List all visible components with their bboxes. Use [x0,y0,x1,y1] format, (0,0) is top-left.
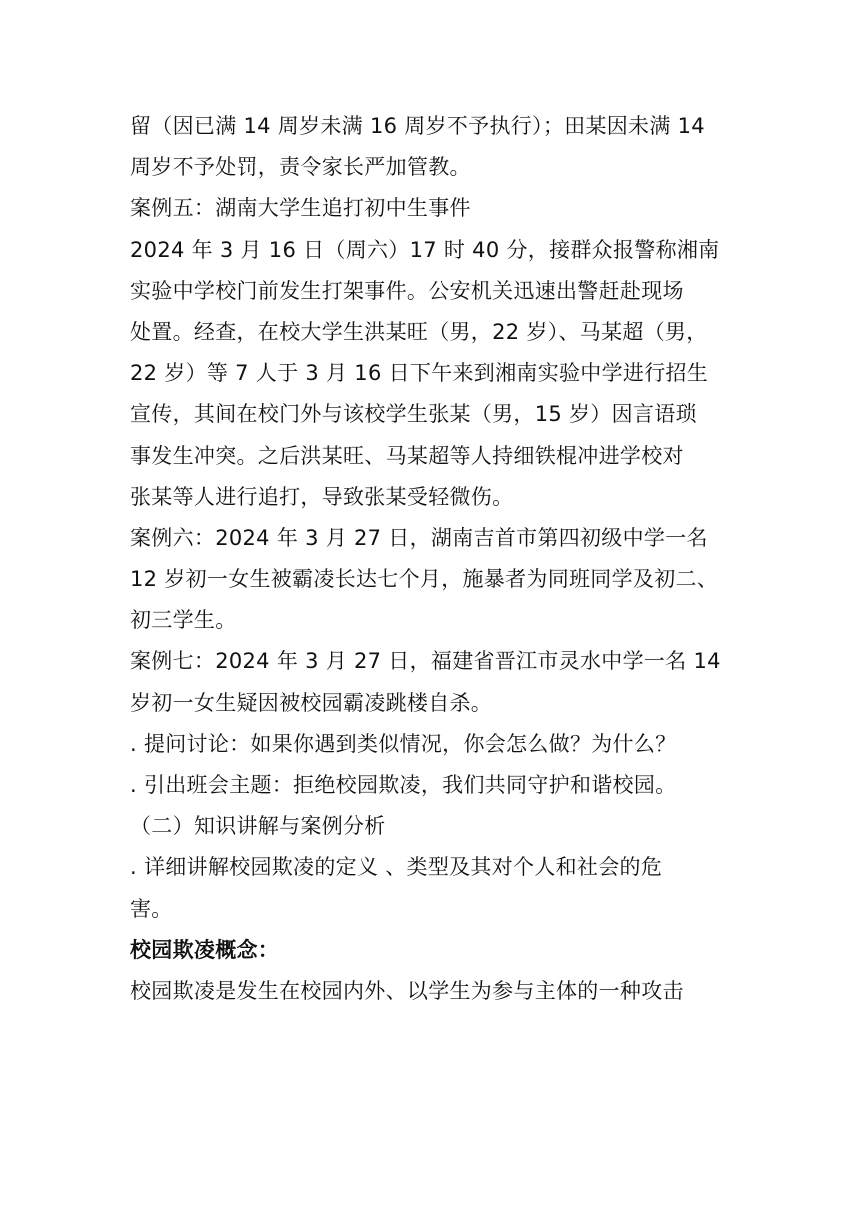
section-heading: 校园欺凌概念： [130,937,280,962]
text-line: 2024 年 3 月 16 日（周六）17 时 40 分，接群众报警称湘南 [130,237,720,262]
document-body [130,106,830,1012]
text-line: 校园欺凌是发生在校园内外、以学生为参与主体的一种攻击 [130,978,684,1003]
text-line: 宣传，其间在校门外与该校学生张某（男，15 岁）因言语琐 [130,402,697,427]
text-line: 案例六：2024 年 3 月 27 日，湖南吉首市第四初级中学一名 [130,525,708,550]
text-line: 留（因已满 14 周岁未满 16 周岁不予执行）；田某因未满 14 [130,114,705,138]
text-line: 实验中学校门前发生打架事件。公安机关迅速出警赶赴现场 [130,278,684,303]
text-line: 事发生冲突。之后洪某旺、马某超等人持细铁棍冲进学校对 [130,443,684,468]
text-line: 处置。经查，在校大学生洪某旺（男，22 岁）、马某超（男， [130,319,708,344]
text-line: 害。 [130,896,173,921]
text-line: 案例七：2024 年 3 月 27 日，福建省晋江市灵水中学一名 14 [130,649,721,674]
text-line: 张某等人进行追打，导致张某受轻微伤。 [130,484,514,509]
text-line: 初三学生。 [130,608,237,633]
text-line: 12 岁初一女生被霸凌长达七个月，施暴者为同班同学及初二、 [130,567,719,592]
text-line: 案例五：湖南大学生追打初中生事件 [130,196,471,221]
text-line: . 详细讲解校园欺凌的定义 、类型及其对个人和社会的危 [130,855,663,880]
text-line: 22 岁）等 7 人于 3 月 16 日下午来到湘南实验中学进行招生 [130,361,709,386]
text-line: 岁初一女生疑因被校园霸凌跳楼自杀。 [130,690,493,715]
text-line: （二）知识讲解与案例分析 [130,814,386,839]
text-line: 周岁不予处罚，责令家长严加管教。 [130,155,471,180]
text-line: . 引出班会主题：拒绝校园欺凌，我们共同守护和谐校园。 [130,773,677,797]
text-line: . 提问讨论：如果你遇到类似情况，你会怎么做？为什么？ [130,731,677,756]
